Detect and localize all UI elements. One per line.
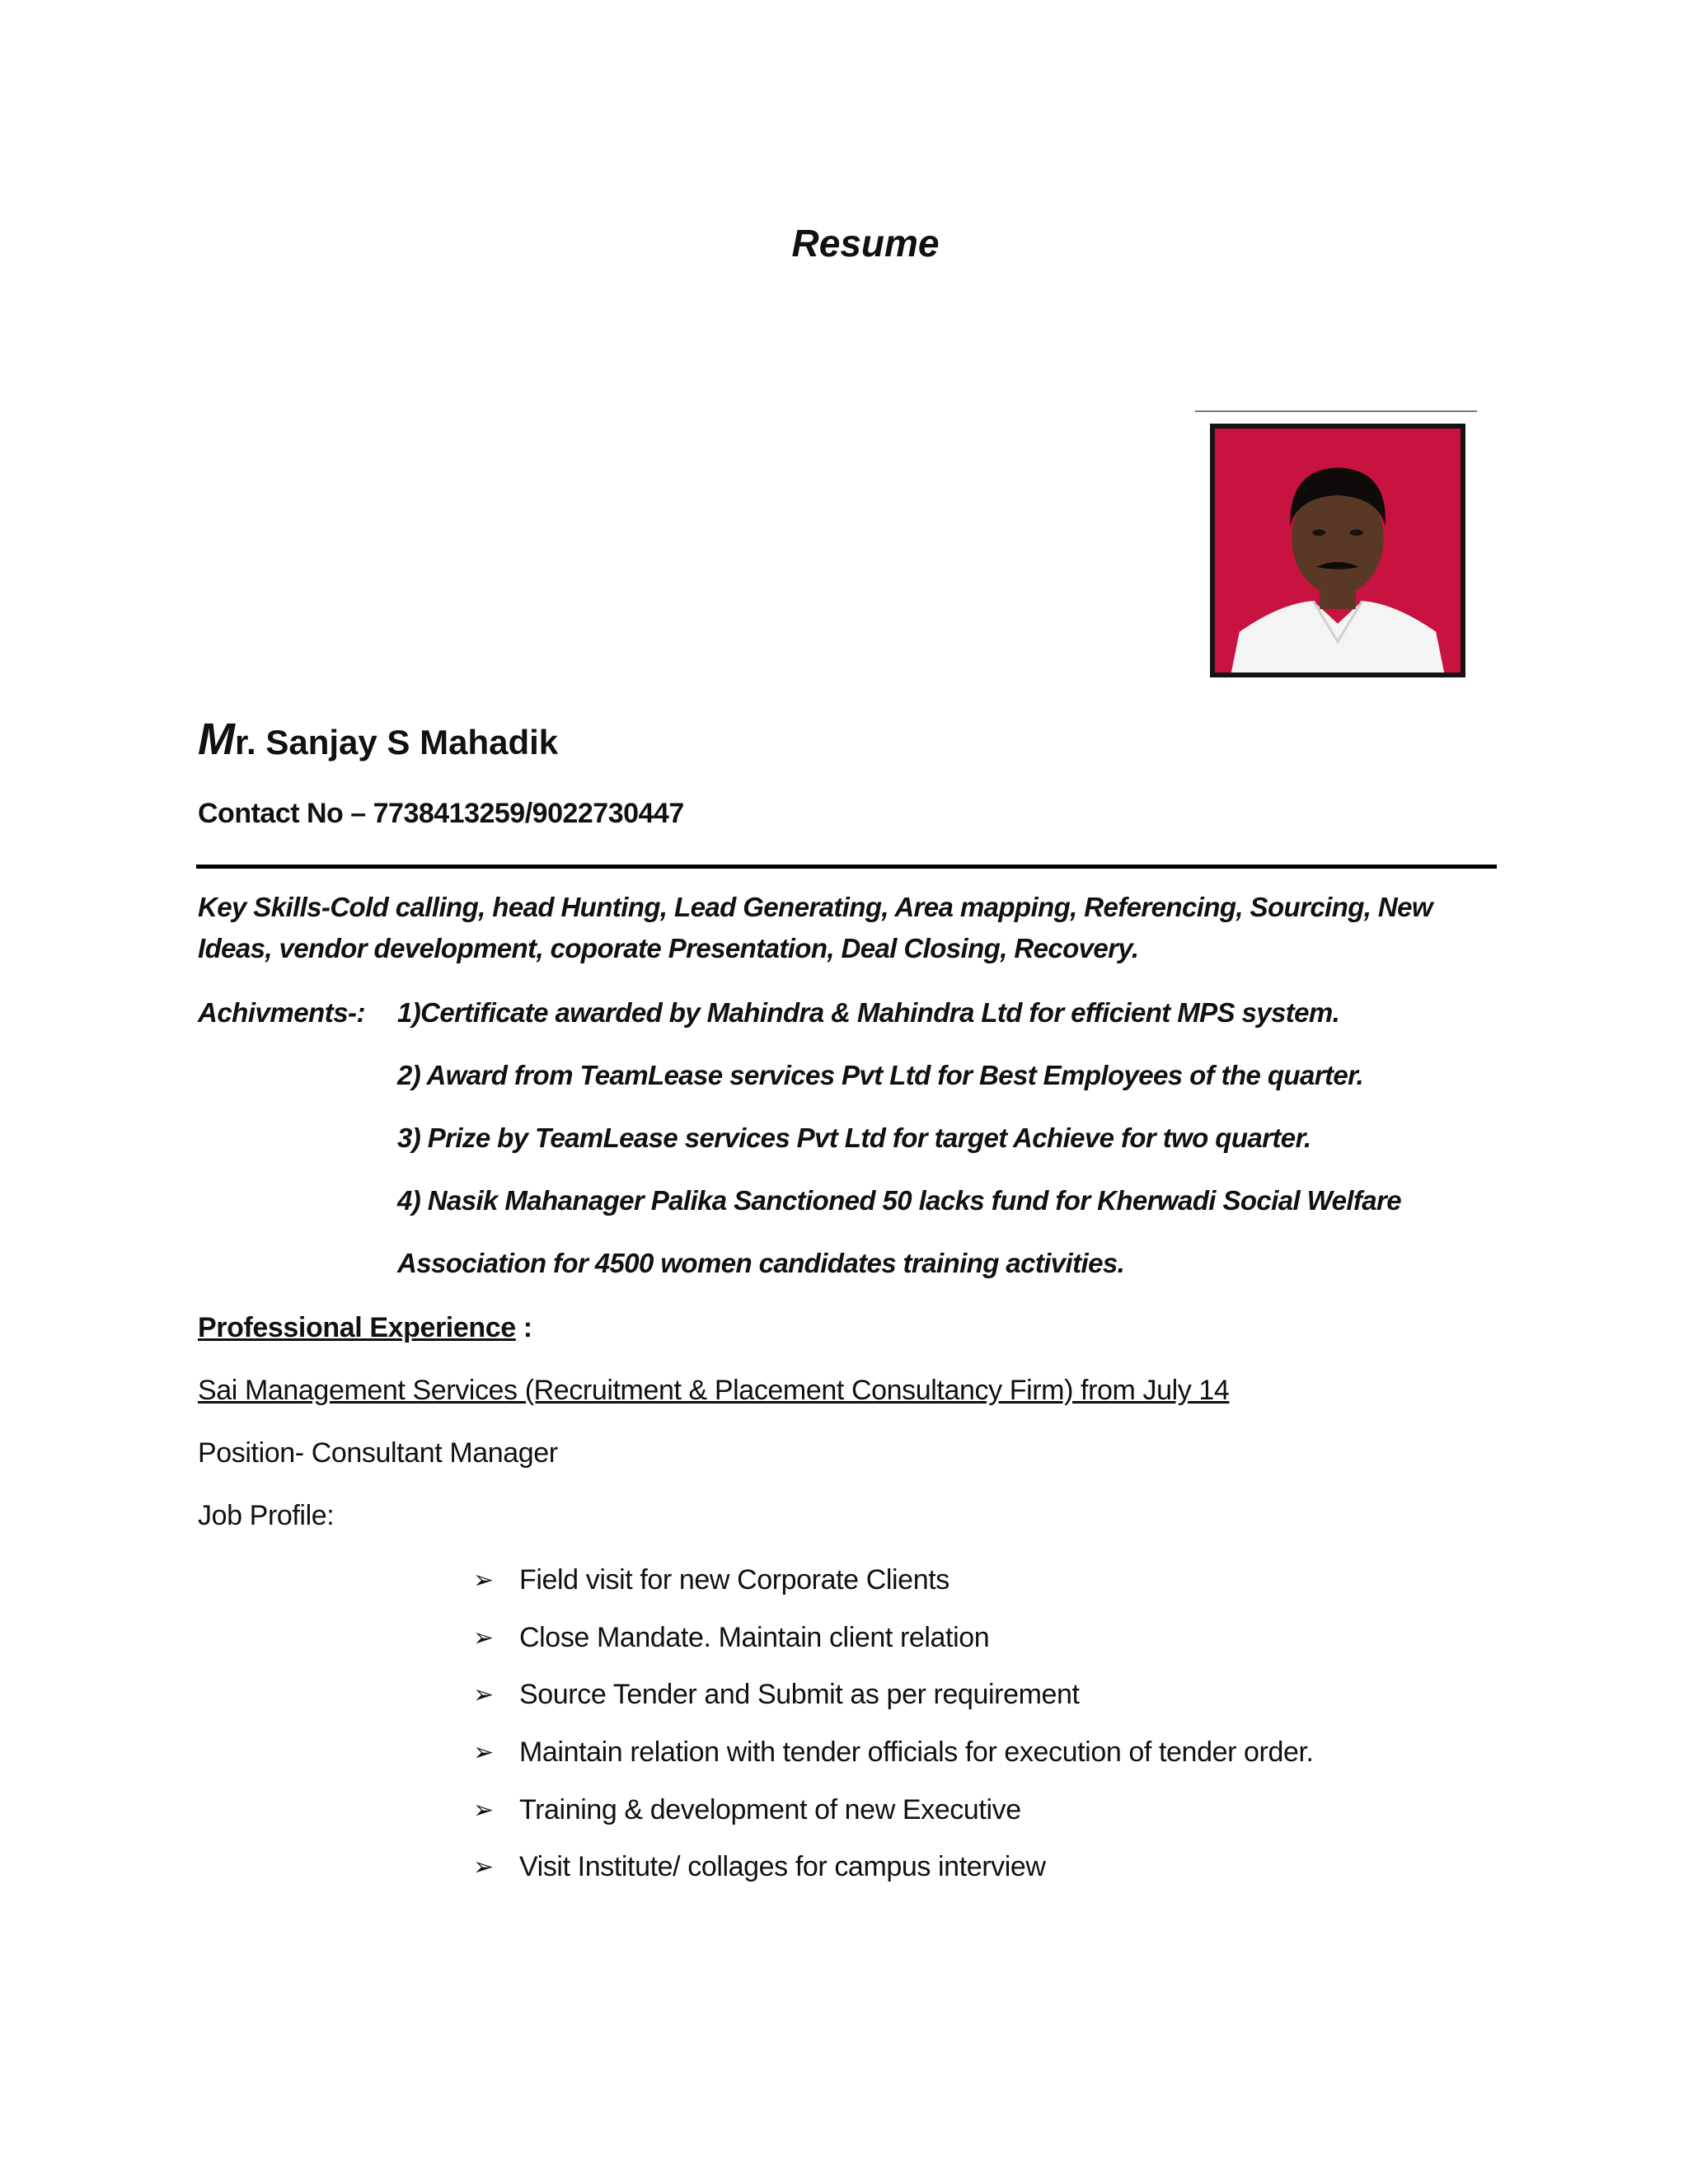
duty-text: Training & development of new Executive — [519, 1794, 1021, 1825]
key-skills — [198, 887, 1492, 969]
profile-photo — [1195, 410, 1477, 687]
name-rest: r. Sanjay S Mahadik — [234, 723, 559, 762]
duty-text: Visit Institute/ collages for campus interview — [519, 1851, 1046, 1882]
arrow-bullet-icon: ➢ — [473, 1680, 494, 1709]
job-profile-label: Job Profile: — [198, 1500, 335, 1531]
achievement-item: 1)Certificate awarded by Mahindra & Mahindra Ltd for efficient MPS system. — [397, 997, 1340, 1028]
section-divider — [196, 865, 1497, 869]
arrow-bullet-icon: ➢ — [473, 1853, 494, 1882]
achievement-item: Association for 4500 women candidates training activities. — [397, 1248, 1125, 1278]
duty-item — [473, 1851, 1046, 1883]
arrow-bullet-icon: ➢ — [473, 1624, 494, 1652]
experience-heading — [198, 1312, 532, 1344]
duty-item — [473, 1794, 1021, 1826]
achievement-item: 4) Nasik Mahanager Palika Sanctioned 50 lacks fund for Kherwadi Social Welfare — [397, 1185, 1402, 1216]
duty-item — [473, 1622, 989, 1654]
duty-text: Close Mandate. Maintain client relation — [519, 1622, 990, 1653]
duty-text: Field visit for new Corporate Clients — [519, 1564, 950, 1596]
duty-item — [473, 1736, 1314, 1769]
company-line: Sai Management Services (Recruitment & Placement Consultancy Firm) from July 14 — [198, 1375, 1230, 1406]
document-title: Resume — [791, 222, 940, 265]
heading-suffix: : — [515, 1312, 532, 1343]
photo-frame — [1210, 424, 1465, 677]
key-skills-line: Key Skills-Cold calling, head Hunting, Lead Generating, Area mapping, Referencing, Sourcing, New — [198, 892, 1432, 922]
duty-item — [473, 1564, 950, 1596]
experience-heading-text: Professional Experience — [198, 1312, 516, 1343]
key-skills-line: Ideas, vendor development, coporate Presentation, Deal Closing, Recovery. — [198, 933, 1139, 963]
arrow-bullet-icon: ➢ — [473, 1738, 494, 1767]
contact-number: Contact No – 7738413259/9022730447 — [198, 798, 684, 829]
achievements-label: Achivments-: — [198, 997, 366, 1028]
arrow-bullet-icon: ➢ — [473, 1796, 494, 1825]
position-line: Position- Consultant Manager — [198, 1437, 558, 1469]
name-initial: M — [198, 715, 235, 764]
arrow-bullet-icon: ➢ — [473, 1566, 494, 1595]
candidate-name — [198, 714, 558, 765]
duty-text: Source Tender and Submit as per requirement — [519, 1679, 1080, 1710]
duty-text: Maintain relation with tender officials for execution of tender order. — [519, 1736, 1314, 1768]
achievement-item: 2) Award from TeamLease services Pvt Ltd for Best Employees of the quarter. — [397, 1060, 1364, 1090]
duty-item — [473, 1679, 1080, 1711]
portrait-image — [1215, 429, 1461, 673]
achievement-item: 3) Prize by TeamLease services Pvt Ltd for target Achieve for two quarter. — [397, 1122, 1311, 1153]
